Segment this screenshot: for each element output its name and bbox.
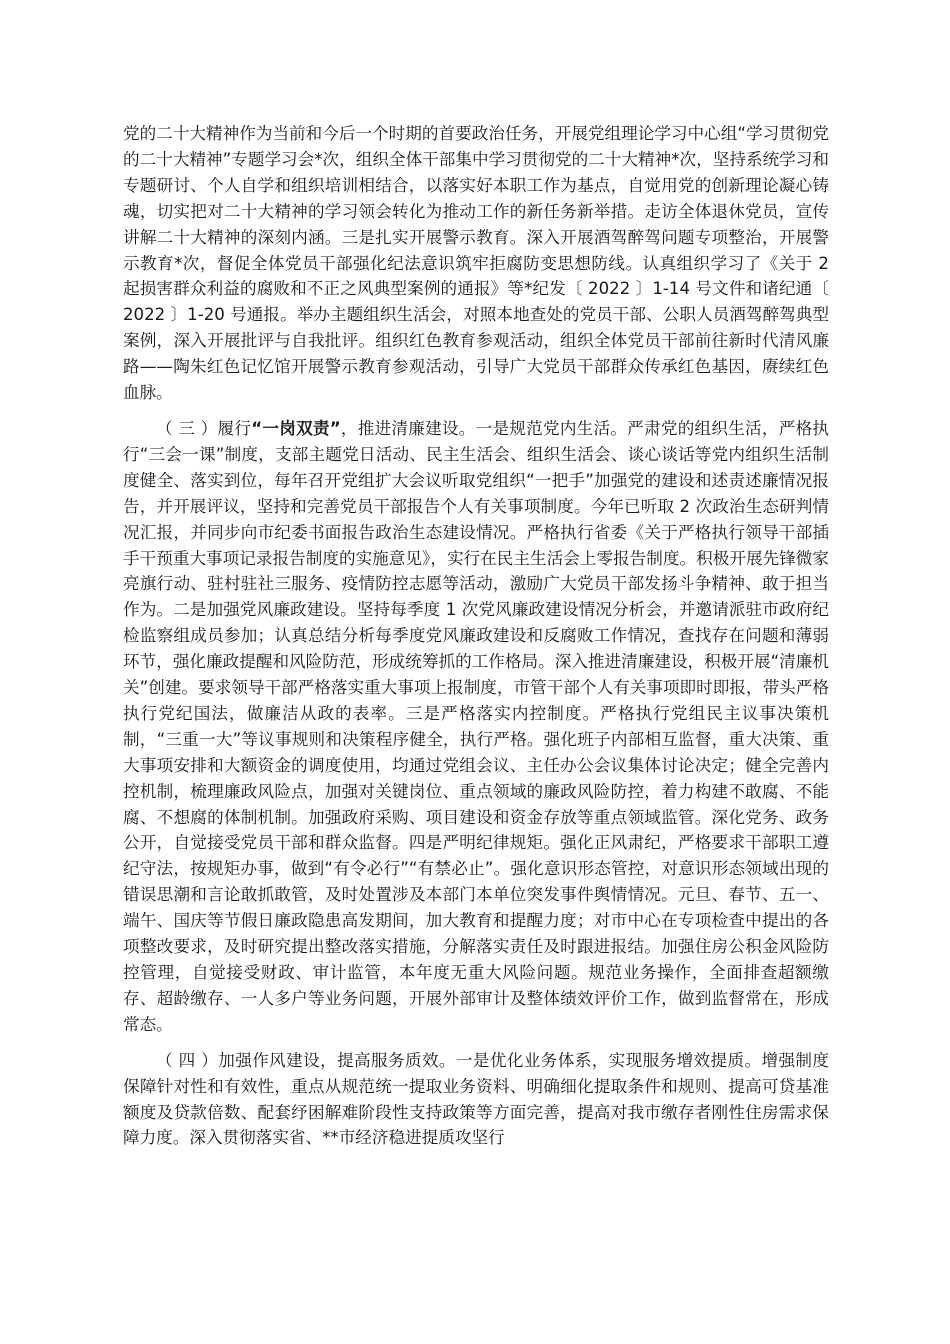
- paragraph-clean-governance: [123, 416, 829, 1038]
- paragraph-emphasis: “一岗双责”: [251, 418, 341, 438]
- paragraph-work-style: （ 四 ）加强作风建设，提高服务质效。一是优化业务体系，实现服务增效提质。增强制度保障针对性和有效性，重点从规范统一提取业务资料、明确细化提取条件和规则、提高可贷基准额度及贷款倍数、配套纾困解难阶段性支持政策等方面完善，提高对我市缴存者刚性住房需求保障力度。深入贯彻落实省、**市经济稳进提质攻坚行: [123, 1050, 829, 1148]
- paragraph-gap: [123, 406, 829, 416]
- document-body: [123, 121, 829, 1151]
- paragraph-lead: （ 三 ）履行: [156, 418, 252, 438]
- paragraph-gap: [123, 1038, 829, 1048]
- paragraph-party-study: 党的二十大精神作为当前和今后一个时期的首要政治任务，开展党组理论学习中心组“学习贯彻党的二十大精神”专题学习会*次，组织全体干部集中学习贯彻党的二十大精神*次，坚持系统学习和专题研讨、个人自学和组织培训相结合，以落实好本职工作为基点，自觉用党的创新理论凝心铸魂，切实把对二十大精神的学习领会转化为推动工作的新任务新举措。走访全体退休党员，宣传讲解二十大精神的深刻内涵。三是扎实开展警示教育。深入开展酒驾醉驾问题专项整治，开展警示教育*次，督促全体党员干部强化纪法意识筑牢拒腐防变思想防线。认真组织学习了《关于 2 起损害群众利益的腐败和不正之风典型案例的通报》等*纪发〔 2022 〕1-14 号文件和诸纪通〔 2022 〕1-20 号通报。举办主题组织生活会，对照本地查处的党员干部、公职人员酒驾醉驾典型案例，深入开展批评与自我批评。组织红色教育参观活动，组织全体党员干部前往新时代清风廉路——陶朱红色记忆馆开展警示教育参观活动，引导广大党员干部群众传承红色基因，赓续红色血脉。: [123, 124, 829, 403]
- paragraph-body: ，推进清廉建设。一是规范党内生活。严肃党的组织生活，严格执行“三会一课”制度，支部主题党日活动、民主生活会、组织生活会、谈心谈话等党内组织生活制度健全、落实到位，每年召开党组扩大会议听取党组织“一把手”加强党的建设和述责述廉情况报告，并开展评议，坚持和完善党员干部报告个人有关事项制度。今年已听取 2 次政治生态研判情况汇报，并同步向市纪委书面报告政治生态建设情况。严格执行省委《关于严格执行领导干部插手干预重大事项记录报告制度的实施意见》，实行在民主生活会上零报告制度。积极开展先锋微家亮旗行动、驻村驻社三服务、疫情防控志愿等活动，激励广大党员干部发扬斗争精神、敢于担当作为。二是加强党风廉政建设。坚持每季度 1 次党风廉政建设情况分析会，并邀请派驻市政府纪检监察组成员参加；认真总结分析每季度党风廉政建设和反腐败工作情况，查找存在问题和薄弱环节，强化廉政提醒和风险防范，形成统筹抓的工作格局。深入推进清廉建设，积极开展“清廉机关”创建。要求领导干部严格落实重大事项上报制度，市管干部个人有关事项即时即报，带头严格执行党纪国法，做廉洁从政的表率。三是严格落实内控制度。严格执行党组民主议事决策机制，“三重一大”等议事规则和决策程序健全，执行严格。强化班子内部相互监督，重大决策、重大事项安排和大额资金的调度使用，均通过党组会议、主任办公会议集体讨论决定；健全完善内控机制，梳理廉政风险点，加强对关键岗位、重点领域的廉政风险防控，着力构建不敢腐、不能腐、不想腐的体制机制。加强政府采购、项目建设和资金存放等重点领域监管。深化党务、政务公开，自觉接受党员干部和群众监督。四是严明纪律规矩。强化正风肃纪，严格要求干部职工遵纪守法，按规矩办事，做到“有令必行”“有禁必止”。强化意识形态管控，对意识形态领域出现的错误思潮和言论敢抓敢管，及时处置涉及本部门本单位突发事件舆情情况。元旦、春节、五一、端午、国庆等节假日廉政隐患高发期间，加大教育和提醒力度；对市中心在专项检查中提出的各项整改要求，及时研究提出整改落实措施，分解落实责任及时跟进报结。加强住房公积金风险防控管理，自觉接受财政、审计监管，本年度无重大风险问题。规范业务操作，全面排查超额缴存、超龄缴存、一人多户等业务问题，开展外部审计及整体绩效评价工作，做到监督常在，形成常态。: [123, 418, 830, 1034]
